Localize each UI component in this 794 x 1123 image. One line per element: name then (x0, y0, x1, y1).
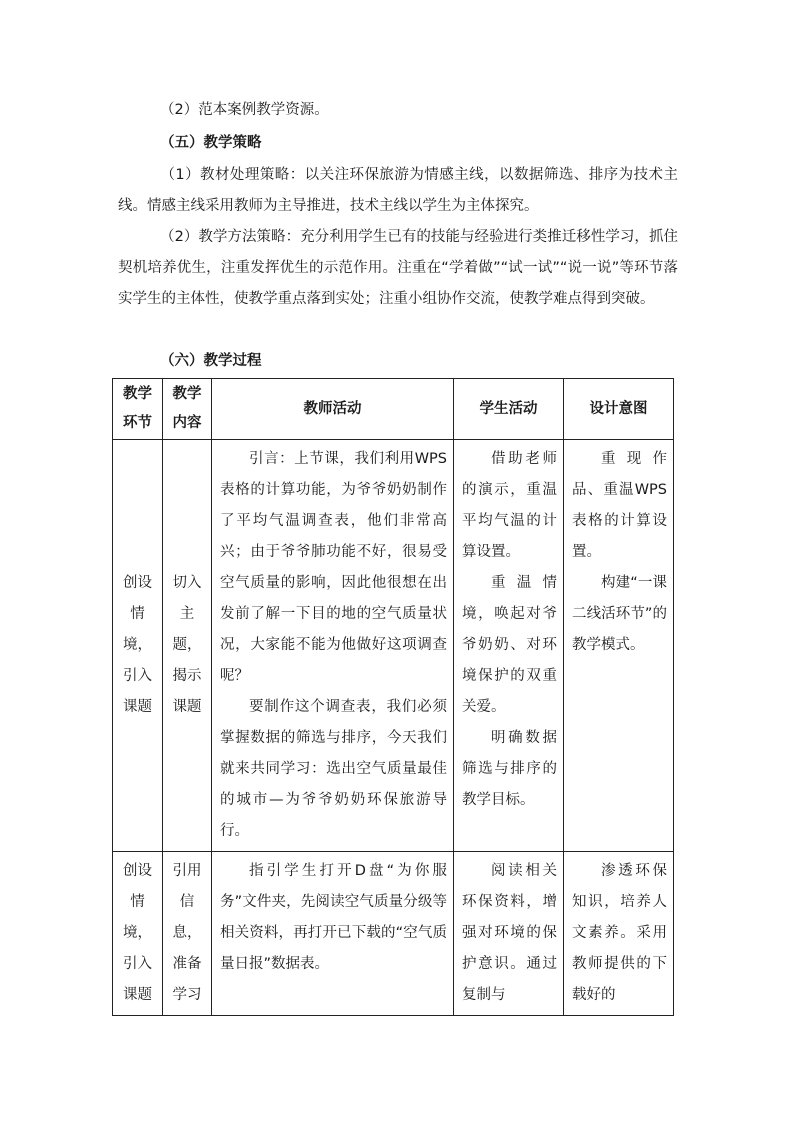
row1-teacher (212, 440, 454, 852)
row1-intent (564, 440, 674, 852)
header-intent: 设计意图 (564, 379, 674, 440)
section-title-process: （六）教学过程 (160, 353, 262, 369)
strategy-1-text: （1）教材处理策略：以关注环保旅游为情感主线，以数据筛选、排序为技术主线。情感主线采用教师为主导推进，技术主线以学生为主体探究。 (118, 167, 678, 214)
strategy-2-text: （2）教学方法策略：充分利用学生已有的技能与经验进行类推迁移性学习，抓住契机培养优生，注重发挥优生的示范作用。注重在“学着做”“试一试”“说一说”等环节落实学生的主体性，使教学重点落到实处；注重小组协作交流，使教学难点得到突破。 (118, 229, 678, 307)
row1-student-p2: 重温情境，唤起对爷爷奶奶、对环境保护的双重关爱。 (462, 575, 557, 715)
row2-stage: 创设情境，引入课题 (113, 852, 163, 1016)
header-stage: 教学环节 (113, 379, 163, 440)
header-content: 教学内容 (163, 379, 212, 440)
strategy-paragraph-1 (118, 160, 678, 222)
row2-student (454, 852, 564, 1016)
row2-content: 引用信息，准备学习 (163, 852, 212, 1016)
table-row (113, 440, 674, 852)
row1-intent-p2: 构建“一课二线活环节”的教学模式。 (572, 575, 667, 653)
row2-intent-p1: 渗透环保知识，培养人文素养。采用教师提供的下载好的 (572, 863, 667, 1003)
section-title-strategy: （五）教学策略 (160, 135, 262, 151)
row2-student-p1: 阅读相关环保资料，增强对环境的保护意识。通过复制与 (462, 863, 557, 1003)
strategy-paragraph-2 (118, 222, 678, 315)
resource-item-2: （2）范本案例教学资源。 (160, 102, 329, 118)
row1-student-p1: 借助老师的演示，重温平均气温的计算设置。 (462, 451, 557, 560)
row1-teacher-p1: 引言：上节课，我们利用WPS表格的计算功能，为爷爷奶奶制作了平均气温调查表，他们非常高兴；由于爷爷肺功能不好，很易受空气质量的影响，因此他很想在出发前了解一下目的地的空气质量状况，大家能不能为他做好这项调查呢？ (220, 451, 447, 684)
row1-student-p3: 明确数据筛选与排序的教学目标。 (462, 730, 557, 808)
table-header-row (113, 379, 674, 440)
header-teacher: 教师活动 (212, 379, 454, 440)
row1-stage: 创设情境，引入课题 (113, 440, 163, 852)
row1-student (454, 440, 564, 852)
row2-teacher (212, 852, 454, 1016)
header-student: 学生活动 (454, 379, 564, 440)
row1-teacher-p2: 要制作这个调查表，我们必须掌握数据的筛选与排序，今天我们就来共同学习：选出空气质量最佳的城市—为爷爷奶奶环保旅游导行。 (220, 699, 447, 839)
row2-teacher-p1: 指引学生打开D盘“为你服务”文件夹，先阅读空气质量分级等相关资料，再打开已下载的“空气质量日报”数据表。 (220, 863, 447, 972)
row2-intent (564, 852, 674, 1016)
row1-intent-p1: 重现作品、重温WPS表格的计算设置。 (572, 451, 667, 560)
teaching-process-table (112, 378, 674, 1016)
row1-content: 切入主题，揭示课题 (163, 440, 212, 852)
table-row (113, 852, 674, 1016)
